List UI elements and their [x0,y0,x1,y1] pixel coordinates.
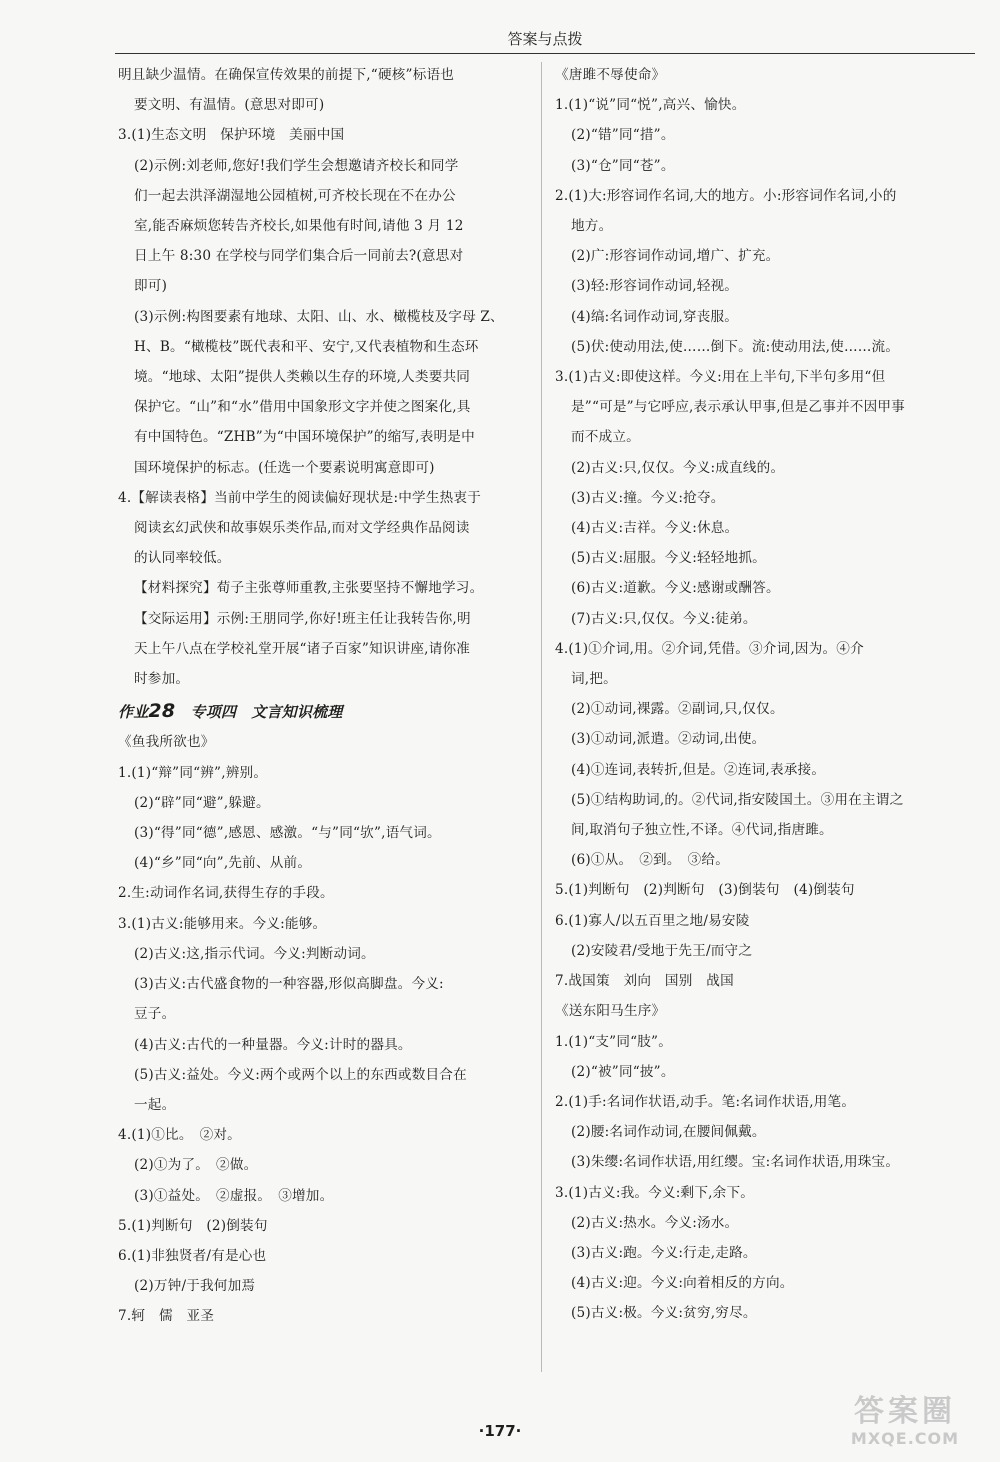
text-line: 地方。 [571,218,613,235]
section-title-prefix: 作业 [118,703,149,722]
text-line: 2.生:动词作名词,获得生存的手段。 [118,885,334,902]
text-line: 3.(1)生态文明 保护环境 美丽中国 [118,127,345,144]
text-line: (3)①动词,派遣。②动词,出使。 [571,731,766,748]
text-line: (3)①益处。 ②虚报。 ③增加。 [134,1187,334,1204]
article-title: 《送东阳马生序》 [555,1003,666,1020]
text-line: (3)“仓”同“苍”。 [571,157,675,174]
text-line: 词,把。 [571,671,617,688]
column-divider [541,62,542,1372]
text-line: 1.(1)“支”同“肢”。 [555,1033,672,1050]
text-line: (3)古义:撞。今义:抢夺。 [571,489,725,506]
text-line: 4.(1)①介词,用。②介词,凭借。③介词,因为。④介 [555,640,864,657]
text-line: 7.战国策 刘向 国别 战国 [555,973,734,990]
text-line: 是”“可是”与它呼应,表示承认甲事,但是乙事并不因甲事 [571,399,905,416]
text-line: (4)古义:迎。今义:向着相反的方向。 [571,1275,794,1292]
text-line: (7)古义:只,仅仅。今义:徒弟。 [571,610,757,627]
text-line: 天上午八点在学校礼堂开展“诸子百家”知识讲座,请你准 [134,640,471,657]
text-line: (2)腰:名词作动词,在腰间佩戴。 [571,1124,766,1141]
text-line: (6)古义:道歉。今义:感谢或酬答。 [571,580,780,597]
text-line: (4)①连词,表转折,但是。②连词,表承接。 [571,761,826,778]
section-title-rest: 专项四 文言知识梳理 [175,703,343,722]
text-line: 5.(1)判断句 (2)倒装句 [118,1217,268,1234]
text-line: 室,能否麻烦您转告齐校长,如果他有时间,请他 3 月 12 [134,218,464,235]
text-line: 境。“地球、太阳”提供人类赖以生存的环境,人类要共同 [134,369,471,386]
text-line: 保护它。“山”和“水”借用中国象形文字并使之图案化,具 [134,399,471,416]
text-line: (2)“错”同“措”。 [571,127,675,144]
text-line: 要文明、有温情。(意思对即可) [134,97,325,114]
text-line: (5)古义:极。今义:贫穷,穷尽。 [571,1305,757,1322]
left-column [118,60,528,1332]
text-line: 3.(1)古义:我。今义:剩下,余下。 [555,1184,755,1201]
text-line: 3.(1)古义:即使这样。今义:用在上半句,下半句多用“但 [555,369,886,386]
text-line: 【材料探究】荀子主张尊师重教,主张要坚持不懈地学习。 [134,580,484,597]
article-title: 《唐雎不辱使命》 [555,67,666,83]
text-line: (2)安陵君/受地于先王/而守之 [571,942,753,959]
header-rule [115,53,975,54]
article-title: 《鱼我所欲也》 [118,734,215,751]
text-line: 国环境保护的标志。(任选一个要素说明寓意即可) [134,459,435,476]
text-line: (3)“得”同“德”,感恩、感激。“与”同“欤”,语气词。 [134,825,441,842]
text-line: (3)示例:构图要素有地球、太阳、山、水、橄榄枝及字母 Z、 [134,308,504,325]
text-line: (2)“辟”同“避”,躲避。 [134,794,270,811]
text-line: 2.(1)手:名词作状语,动手。笔:名词作状语,用笔。 [555,1093,856,1110]
text-line: (2)广:形容词作动词,增广、扩充。 [571,248,780,265]
text-line: (5)古义:益处。今义:两个或两个以上的东西或数目合在 [134,1066,467,1083]
text-line: (4)古义:吉祥。今义:休息。 [571,520,739,537]
text-line: 3.(1)古义:能够用来。今义:能够。 [118,915,327,932]
text-line: 的认同率较低。 [134,550,231,567]
text-line: (2)示例:刘老师,您好!我们学生会想邀请齐校长和同学 [134,157,459,174]
watermark-logo-text: 答案圈 [854,1394,956,1429]
text-line: 2.(1)大:形容词作名词,大的地方。小:形容词作名词,小的 [555,187,897,204]
text-line: 1.(1)“辩”同“辨”,辨别。 [118,764,268,781]
text-line: H、B。“橄榄枝”既代表和平、安宁,又代表植物和生态环 [134,338,479,355]
right-column [555,60,975,1329]
text-line: 一起。 [134,1096,176,1113]
text-line: (5)①结构助词,的。②代词,指安陵国土。③用在主谓之 [571,791,904,808]
text-line: 日上午 8:30 在学校与同学们集合后一同前去?(意思对 [134,248,464,265]
text-line: (2)万钟/于我何加焉 [134,1278,256,1295]
text-line: 5.(1)判断句 (2)判断句 (3)倒装句 (4)倒装句 [555,882,855,899]
text-line: (4)古义:古代的一种量器。今义:计时的器具。 [134,1036,412,1053]
text-line: 时参加。 [134,671,190,688]
text-line: 1.(1)“说”同“悦”,高兴、愉快。 [555,97,746,114]
text-line: (3)朱缨:名词作状语,用红缨。宝:名词作状语,用珠宝。 [571,1154,900,1171]
text-line: 豆子。 [134,1006,176,1023]
text-line: (4)“乡”同“向”,先前、从前。 [134,855,312,872]
text-line: 阅读玄幻武侠和故事娱乐类作品,而对文学经典作品阅读 [134,520,470,537]
text-line: (2)古义:只,仅仅。今义:成直线的。 [571,459,785,476]
text-line: 而不成立。 [571,429,640,446]
text-line: 即可) [134,278,168,295]
text-line: (3)轻:形容词作动词,轻视。 [571,278,739,295]
text-line: (2)古义:这,指示代词。今义:判断动词。 [134,945,375,962]
text-line: 4.【解读表格】当前中学生的阅读偏好现状是:中学生热衷于 [118,489,481,506]
text-line: 4.(1)①比。 ②对。 [118,1127,241,1144]
text-line: 6.(1)非独贤者/有是心也 [118,1247,267,1264]
text-line: 【交际运用】示例:王朋同学,你好!班主任让我转告你,明 [134,610,471,627]
text-line: (2)古义:热水。今义:汤水。 [571,1214,739,1231]
page-header: 答案与点拨 [507,30,583,48]
text-line: 有中国特色。“ZHB”为“中国环境保护”的缩写,表明是中 [134,429,475,446]
text-line: (2)“被”同“披”。 [571,1063,675,1080]
text-line: (2)①动词,裸露。②副词,只,仅仅。 [571,701,784,718]
text-line: (5)古义:屈服。今义:轻轻地抓。 [571,550,766,567]
text-line: (4)缟:名词作动词,穿丧服。 [571,308,739,325]
text-line: 6.(1)寡人/以五百里之地/易安陵 [555,912,750,929]
text-line: (3)古义:跑。今义:行走,走路。 [571,1244,757,1261]
text-line: 间,取消句子独立性,不译。④代词,指唐雎。 [571,822,833,839]
text-line: (3)古义:古代盛食物的一种容器,形似高脚盘。今义: [134,976,444,993]
section-title [118,696,528,727]
text-line: 们一起去洪泽湖湿地公园植树,可齐校长现在不在办公 [134,187,456,204]
text-line: (2)①为了。 ②做。 [134,1157,258,1174]
text-line: (6)①从。 ②到。 ③给。 [571,852,729,869]
section-title-number: 28 [148,700,176,723]
watermark-logo [820,1395,990,1455]
text-line: (5)伏:使动用法,使……倒下。流:使动用法,使……流。 [571,338,900,355]
text-line: 明且缺少温情。在确保宣传效果的前提下,“硬核”标语也 [118,67,455,83]
watermark-url-text: MXQE.COM [850,1429,960,1448]
text-line: 7.轲 儒 亚圣 [118,1308,215,1325]
page-number: ·177· [478,1422,522,1440]
